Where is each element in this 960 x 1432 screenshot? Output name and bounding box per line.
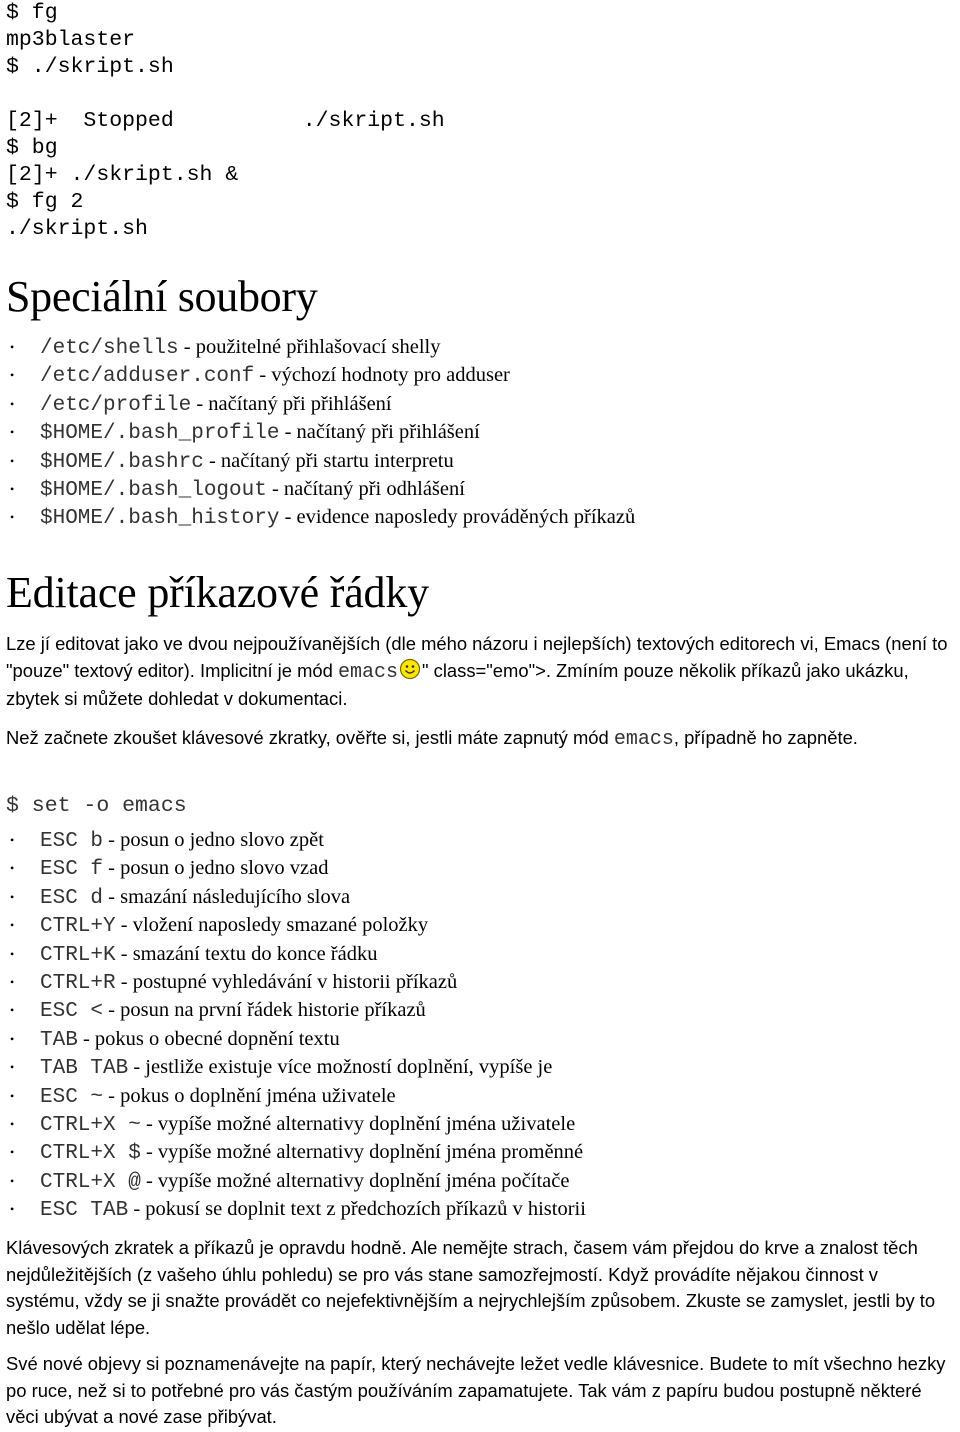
list-item — [40, 503, 635, 531]
file-desc: - načítaný při startu interpretu — [203, 449, 454, 472]
text: " class="emo">. Zmíním pouze několik příkazů jako ukázku, zbytek si můžete dohledat v dokumentaci. — [6, 659, 909, 709]
file-path: /etc/shells — [40, 337, 179, 360]
shortcut-key: ESC TAB — [40, 1199, 129, 1223]
shortcut-key: CTRL+Y — [40, 915, 116, 939]
shortcut-key: CTRL+X $ — [40, 1142, 141, 1166]
list-item — [40, 968, 586, 996]
code-line: $ fg — [6, 1, 58, 25]
text: , případně ho zapněte. — [673, 727, 858, 748]
code-line: $ bg — [6, 136, 58, 160]
shortcut-desc: - pokus o doplnění jména uživatele — [103, 1084, 396, 1107]
file-path: $HOME/.bash_profile — [40, 422, 280, 446]
shortcut-key: TAB — [40, 1028, 78, 1052]
list-item — [40, 1053, 586, 1081]
file-path: $HOME/.bash_logout — [40, 478, 267, 502]
file-desc: - výchozí hodnoty pro adduser — [254, 364, 510, 387]
file-path: /etc/adduser.conf — [40, 365, 255, 389]
list-item — [40, 883, 586, 911]
shortcut-key: TAB TAB — [40, 1057, 129, 1081]
list-item — [40, 940, 586, 968]
file-desc: - načítaný při přihlášení — [191, 392, 392, 415]
file-path: $HOME/.bash_history — [40, 507, 280, 531]
list-item — [40, 1025, 586, 1053]
inline-code: emacs — [337, 660, 398, 684]
list-item — [40, 418, 635, 446]
heading-command-line-editing: Editace příkazové řádky — [6, 568, 429, 617]
shortcut-desc: - vypíše možné alternativy doplnění jména uživatele — [140, 1112, 576, 1135]
list-item — [40, 1082, 586, 1110]
shortcut-key: ESC d — [40, 886, 104, 910]
shortcut-desc: - vypíše možné alternativy doplnění jména počítače — [140, 1169, 570, 1192]
list-item — [40, 826, 586, 854]
shortcut-key: ESC ~ — [40, 1085, 104, 1109]
code-line: [2]+ Stopped ./skript.sh — [6, 109, 445, 133]
list-item — [40, 911, 586, 939]
heading-special-files: Speciální soubory — [6, 272, 318, 321]
list-item — [40, 390, 635, 418]
shortcut-key: ESC < — [40, 1000, 104, 1024]
shortcut-key: CTRL+X ~ — [40, 1113, 141, 1137]
list-item — [40, 1138, 586, 1166]
file-desc: - načítaný při odhlášení — [266, 477, 465, 500]
shortcut-desc: - vložení naposledy smazané položky — [115, 914, 429, 937]
smiley-icon — [399, 658, 421, 680]
shortcut-desc: - pokusí se doplnit text z předchozích příkazů v historii — [128, 1198, 586, 1221]
shortcut-key: CTRL+K — [40, 943, 116, 967]
shortcut-desc: - posun o jedno slovo zpět — [103, 829, 324, 851]
code-line-blank — [6, 81, 445, 108]
text: Než začnete zkoušet klávesové zkratky, ověřte si, jestli máte zapnutý mód — [6, 727, 614, 748]
shortcut-key: ESC f — [40, 858, 104, 882]
code-line: $ fg 2 — [6, 190, 84, 214]
file-desc: - použitelné přihlašovací shelly — [178, 336, 441, 358]
list-item — [40, 1195, 586, 1223]
special-files-list — [40, 333, 635, 532]
shortcut-desc: - pokus o obecné dopnění textu — [77, 1027, 340, 1050]
code-line: ./skript.sh — [6, 217, 148, 241]
file-path: $HOME/.bashrc — [40, 450, 204, 474]
file-desc: - načítaný při přihlášení — [279, 421, 480, 444]
shortcut-desc: - jestliže existuje více možností doplnění, vypíše je — [128, 1056, 553, 1079]
shortcut-key: CTRL+R — [40, 971, 116, 995]
notes-paragraph: Své nové objevy si poznamenávejte na papír, který nechávejte ležet vedle klávesnice. Budete to mít všechno hezky po ruce, než si to potřebné pro vás častým používáním zapamatujete. Tak vám z papíru budou postupně některé věci ubývat a nové zase přibývat. — [6, 1353, 946, 1427]
file-desc: - evidence naposledy prováděných příkazů — [279, 506, 636, 529]
code-line: mp3blaster — [6, 28, 136, 52]
shortcut-key: ESC b — [40, 830, 104, 853]
shortcut-desc: - posun na první řádek historie příkazů — [103, 999, 426, 1022]
terminal-code-block — [6, 0, 445, 243]
advice-paragraph: Klávesových zkratek a příkazů je opravdu hodně. Ale nemějte strach, časem vám přejdou do krve a znalost těch nejdůležitějších (z vašeho úhlu pohledu) se pro vás stane samozřejmostí. Když provádíte nějakou činnost v systému, vždy se ji snažte provádět co nejefektivnějším a nejrychlejším způsobem. Zkuste se zamyslet, jestli by to nešlo udělat lépe. — [6, 1237, 936, 1338]
list-item — [40, 1110, 586, 1138]
file-path: /etc/profile — [40, 393, 192, 417]
code-line: [2]+ ./skript.sh & — [6, 163, 239, 187]
shortcuts-list — [40, 826, 586, 1223]
list-item — [40, 1167, 586, 1195]
set-emacs-command: $ set -o emacs — [6, 794, 187, 818]
list-item — [40, 996, 586, 1024]
shortcut-desc: - smazání textu do konce řádku — [115, 942, 378, 965]
inline-code: emacs — [613, 728, 674, 751]
shortcut-desc: - postupné vyhledávání v historii příkazů — [115, 970, 458, 993]
shortcut-desc: - posun o jedno slovo vzad — [103, 857, 329, 880]
emacs-mode-paragraph — [6, 725, 956, 754]
shortcut-desc: - vypíše možné alternativy doplnění jména proměnné — [140, 1141, 584, 1164]
shortcut-key: CTRL+X @ — [40, 1170, 141, 1194]
shortcut-desc: - smazání následujícího slova — [103, 885, 351, 908]
list-item — [40, 854, 586, 882]
list-item — [40, 333, 635, 361]
code-line: $ ./skript.sh — [6, 55, 174, 79]
list-item — [40, 361, 635, 389]
text: Lze jí editovat jako ve dvou nejpoužívanějších (dle mého názoru i nejlepších) textových editorech vi, Emacs (není to "pouze" textový editor). Implicitní je mód — [6, 633, 948, 681]
list-item — [40, 475, 635, 503]
intro-paragraph — [6, 631, 956, 713]
list-item — [40, 447, 635, 475]
